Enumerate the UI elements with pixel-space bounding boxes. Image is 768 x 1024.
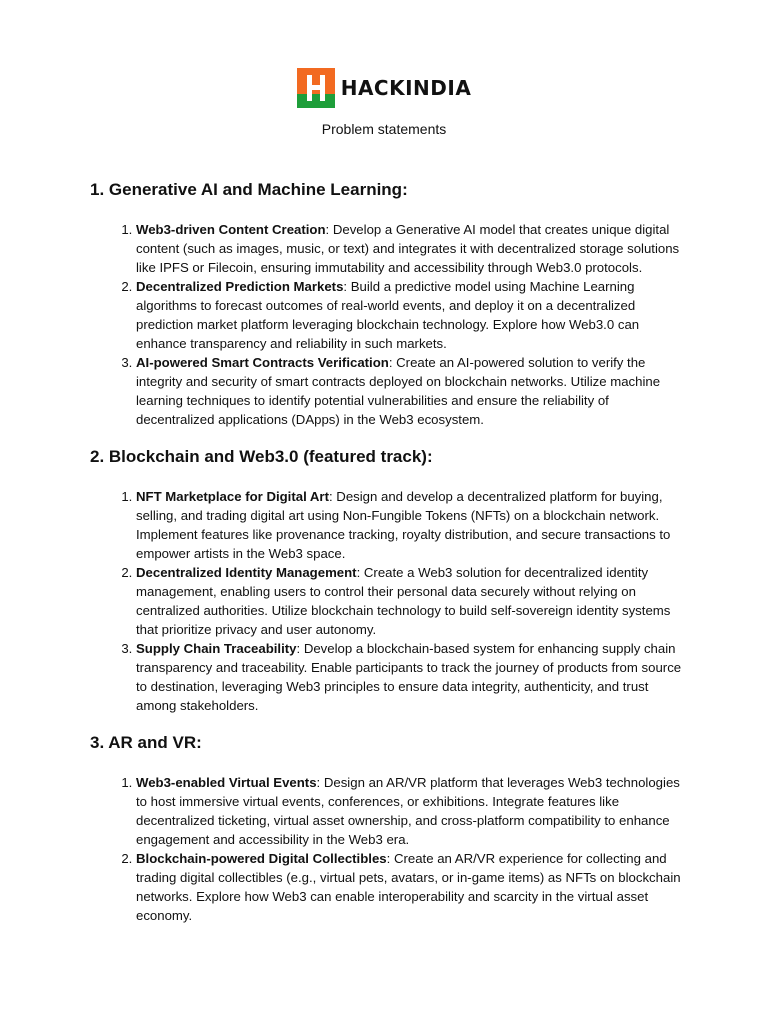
list-item <box>136 353 690 429</box>
section-title: 2. Blockchain and Web3.0 (featured track): <box>90 447 433 466</box>
section-ar-vr <box>90 733 690 925</box>
section-title: 1. Generative AI and Machine Learning: <box>90 180 408 199</box>
item-term: Web3-driven Content Creation <box>136 222 326 237</box>
item-text: : Design and develop a decentralized platform for buying, selling, and trading digital art using Non-Fungible Tokens (NFTs) on a blockchain network. Implement features like provenance tracking, royalty distribution, and secure transactions to empower artists in the Web3 space. <box>136 489 671 561</box>
list-item <box>136 563 690 639</box>
item-term: AI-powered Smart Contracts Verification <box>136 355 389 370</box>
section-generative-ai <box>90 180 690 429</box>
hackindia-logo <box>297 68 472 108</box>
problem-list <box>90 773 690 925</box>
item-term: NFT Marketplace for Digital Art <box>136 489 329 504</box>
item-term: Decentralized Identity Management <box>136 565 357 580</box>
section-title: 3. AR and VR: <box>90 733 202 752</box>
problem-statements <box>90 180 690 943</box>
item-term: Blockchain-powered Digital Collectibles <box>136 851 387 866</box>
item-text: : Create an AR/VR experience for collecting and trading digital collectibles (e.g., virtual pets, avatars, or in-game items) as NFTs on blockchain networks. Explore how Web3 can enable interoperability and scarcity in the virtual asset economy. <box>136 851 681 923</box>
item-term: Web3-enabled Virtual Events <box>136 775 317 790</box>
problem-list <box>90 487 690 715</box>
list-item <box>136 639 690 715</box>
item-text: : Build a predictive model using Machine Learning algorithms to forecast outcomes of real-world events, and deploy it on a decentralized prediction market platform leveraging blockchain technology. Explore how Web3.0 can enhance transparency and reliability in such markets. <box>136 279 640 351</box>
item-text: : Develop a blockchain-based system for enhancing supply chain transparency and traceability. Enable participants to track the journey of products from source to destination, leveraging Web3 principles to ensure data integrity, authenticity, and trust among stakeholders. <box>136 641 682 713</box>
list-item <box>136 487 690 563</box>
item-text: : Develop a Generative AI model that creates unique digital content (such as images, music, or text) and integrates it with decentralized storage solutions like IPFS or Filecoin, ensuring immutability and accessibility through Web3.0 protocols. <box>136 222 680 275</box>
page-subtitle: Problem statements <box>321 121 447 137</box>
document-header <box>0 68 768 137</box>
section-blockchain <box>90 447 690 715</box>
problem-list <box>90 220 690 429</box>
list-item <box>136 849 690 925</box>
item-text: : Design an AR/VR platform that leverages Web3 technologies to host immersive virtual events, conferences, or exhibitions. Integrate features like decentralized ticketing, virtual asset ownership, and cross-platform compatibility to enhance engagement and accessibility in the Web3 era. <box>136 775 680 847</box>
list-item <box>136 277 690 353</box>
logo-text: HACKINDIA <box>340 76 472 100</box>
item-text: : Create a Web3 solution for decentralized identity management, enabling users to control their personal data securely without relying on centralized authorities. Utilize blockchain technology to build self-sovereign identity systems that prioritize privacy and user autonomy. <box>136 565 671 637</box>
hackindia-h-logo-icon <box>297 68 335 108</box>
item-term: Decentralized Prediction Markets <box>136 279 344 294</box>
item-text: : Create an AI-powered solution to verify the integrity and security of smart contracts deployed on blockchain networks. Utilize machine learning techniques to identify potential vulnerabilities and ensure the reliability of decentralized applications (DApps) in the Web3 ecosystem. <box>136 355 661 427</box>
list-item <box>136 220 690 277</box>
item-term: Supply Chain Traceability <box>136 641 297 656</box>
list-item <box>136 773 690 849</box>
